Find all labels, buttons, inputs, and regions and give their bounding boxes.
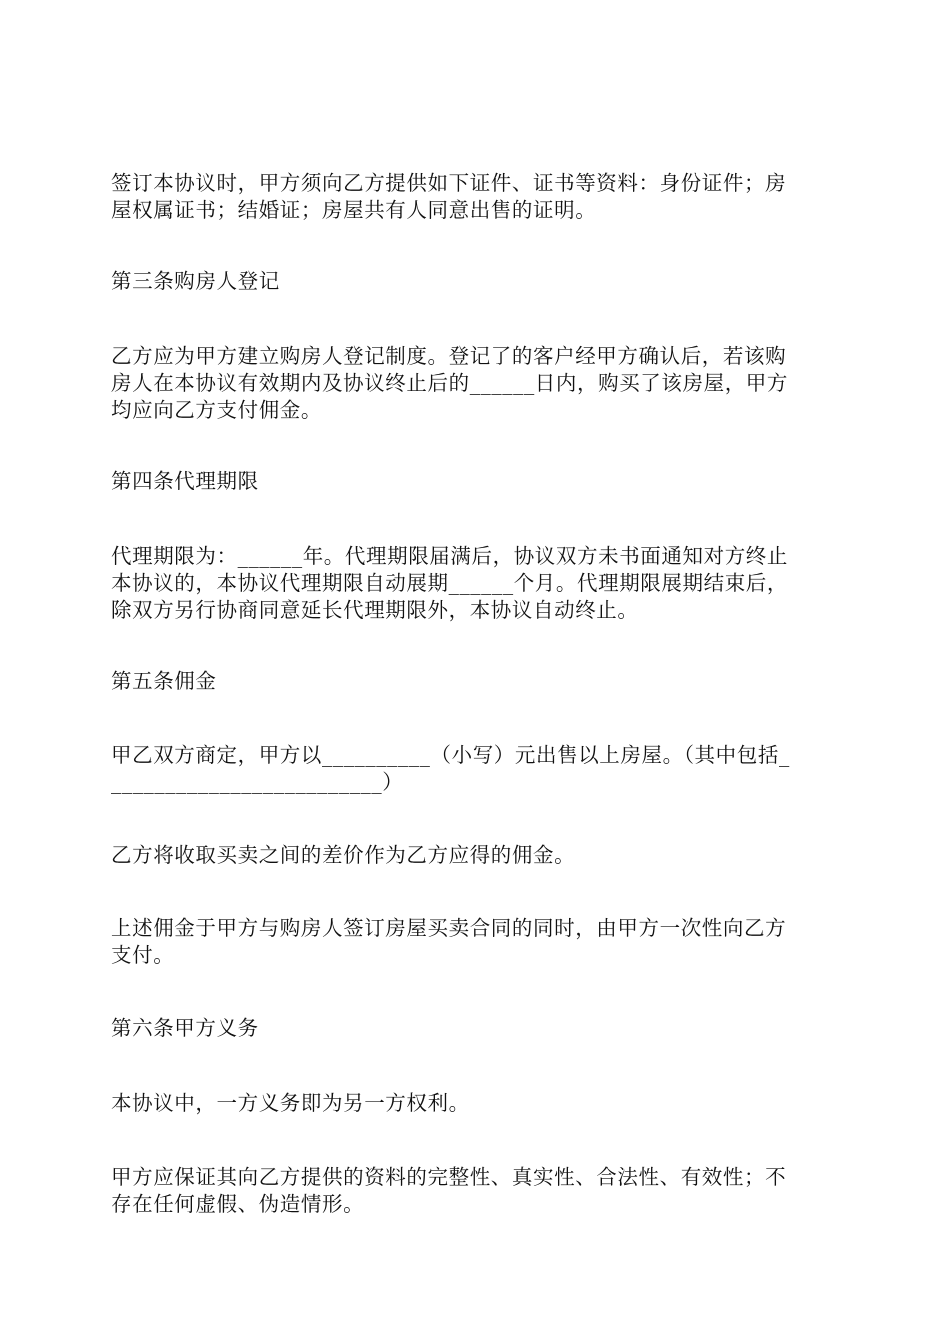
- paragraph-agency-term: 代理期限为：______年。代理期限届满后，协议双方未书面通知对方终止 本协议的，本协议代理期限自动展期______个月。代理期限展期结束后， 除双方另行协商同意延长代理期限外，本协议自动终止。: [111, 544, 788, 622]
- paragraph-commission-payment: 上述佣金于甲方与购房人签订房屋买卖合同的同时，由甲方一次性向乙方 支付。: [111, 916, 787, 967]
- paragraph-sale-price: 甲乙双方商定，甲方以__________（小写）元出售以上房屋。（其中包括_ _________________________）: [111, 743, 790, 794]
- paragraph-buyer-registration: 乙方应为甲方建立购房人登记制度。登记了的客户经甲方确认后，若该购 房人在本协议有效期内及协议终止后的______日内，购买了该房屋，甲方 均应向乙方支付佣金。: [111, 344, 788, 422]
- heading-article-4: 第四条代理期限: [111, 469, 259, 493]
- heading-article-6: 第六条甲方义务: [111, 1016, 259, 1040]
- heading-article-3: 第三条购房人登记: [111, 269, 280, 293]
- paragraph-required-documents: 签订本协议时，甲方须向乙方提供如下证件、证书等资料：身份证件；房 屋权属证书；结婚证；房屋共有人同意出售的证明。: [111, 171, 787, 222]
- heading-article-5: 第五条佣金: [111, 669, 217, 693]
- paragraph-commission-source: 乙方将收取买卖之间的差价作为乙方应得的佣金。: [111, 843, 576, 867]
- paragraph-obligations-rights: 本协议中，一方义务即为另一方权利。: [111, 1091, 470, 1115]
- paragraph-information-warranty: 甲方应保证其向乙方提供的资料的完整性、真实性、合法性、有效性；不 存在任何虚假、伪造情形。: [111, 1165, 787, 1216]
